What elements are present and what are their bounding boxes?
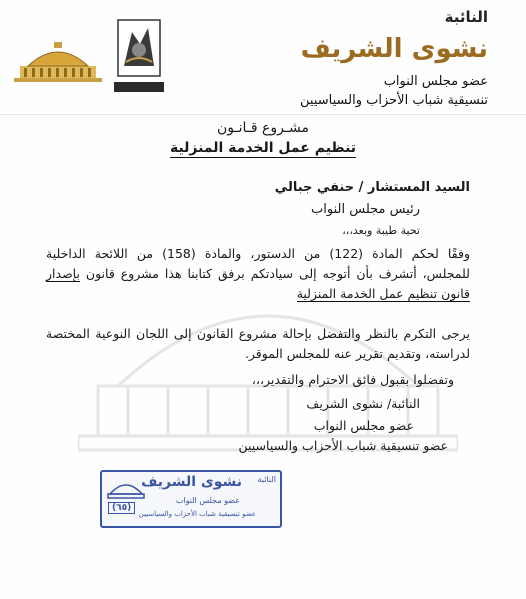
body-paragraph-1 bbox=[46, 244, 470, 304]
header-name: نشوى الشريف bbox=[300, 34, 488, 64]
addressee-title: رئيس مجلس النواب bbox=[311, 202, 420, 217]
header-title: النائبة bbox=[444, 8, 488, 26]
stamp-label: النائبة bbox=[257, 475, 276, 484]
document-subtitle-text: تنظيم عمل الخدمة المنزلية bbox=[169, 140, 357, 156]
stamp-number: (٦٥) bbox=[108, 502, 135, 514]
bill-name-underlined: بإصدار قانون تنظيم عمل الخدمة المنزلية bbox=[46, 266, 470, 301]
document-subtitle bbox=[0, 140, 526, 156]
stamp-role: عضو مجلس النواب bbox=[175, 496, 240, 505]
document-title: مشـروع قـانـون bbox=[217, 120, 309, 136]
header-role-secondary: تنسيقية شباب الأحزاب والسياسيين bbox=[300, 93, 488, 108]
signature-name: النائبة/ نشوى الشريف bbox=[306, 396, 420, 411]
parliament-logo-icon bbox=[10, 40, 106, 84]
header-divider bbox=[0, 114, 526, 115]
signature-role: عضو مجلس النواب bbox=[313, 418, 414, 433]
stamp-name: نشوى الشريف bbox=[141, 474, 242, 490]
stamp-role-secondary: عضو تنسيقية شباب الأحزاب والسياسيين bbox=[138, 510, 256, 518]
youth-coordination-logo-icon bbox=[110, 16, 168, 100]
header-role: عضو مجلس النواب bbox=[383, 74, 488, 89]
stamp-parliament-icon bbox=[106, 476, 146, 500]
official-stamp bbox=[100, 470, 282, 528]
body-paragraph-2: يرجى التكرم بالنظر والتفضل بإحالة مشروع القانون إلى اللجان النوعية المختصة لدراسته، وتقديم تقرير عنه للمجلس الموقر. bbox=[46, 326, 470, 361]
addressee-name: السيد المستشار / حنفي جبالي bbox=[274, 180, 470, 195]
greeting: تحية طيبة وبعد،،، bbox=[342, 224, 420, 237]
body-paragraph-1-text: وفقًا لحكم المادة (122) من الدستور، والمادة (158) من اللائحة الداخلية للمجلس، أتشرف بأن أتوجه إلى سيادتكم برفق كتابنا هذا مشروع قانون bbox=[46, 246, 470, 281]
closing-line: وتفضلوا بقبول فائق الاحترام والتقدير،،، bbox=[251, 372, 454, 387]
signature-role-secondary: عضو تنسيقية شباب الأحزاب والسياسيين bbox=[238, 438, 448, 453]
